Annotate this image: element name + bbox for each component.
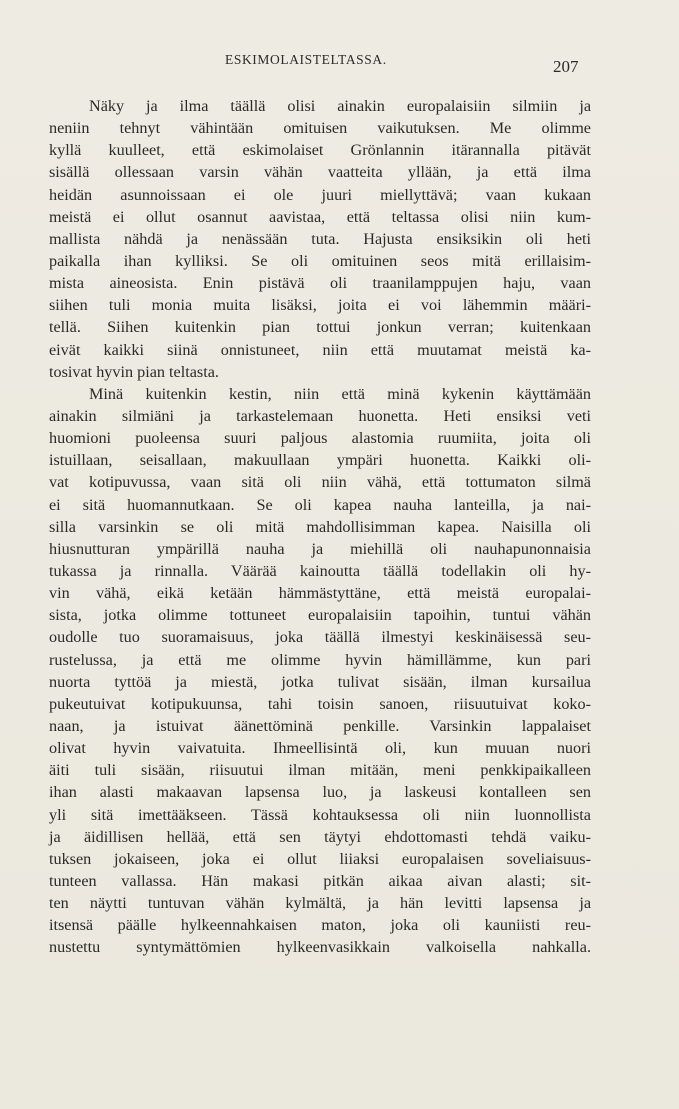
text-line: naan, ja istuivat äänettöminä penkille. Varsinkin lappalaiset (49, 716, 591, 735)
text-line: äiti tuli sisään, riisuutui ilman mitään, meni penkkipaikalleen (49, 761, 591, 780)
text-line: eivät kaikki siinä onnistuneet, niin että muutamat meistä ka- (49, 340, 591, 359)
text-line: rustelussa, ja että me olimme hyvin hämillämme, kun pari (49, 650, 591, 669)
text-line: tosivat hyvin pian teltasta. (49, 362, 219, 381)
text-line: huomioni puoleensa suuri paljous alastomia ruumiita, joita oli (49, 429, 591, 448)
text-line: istuillaan, seisallaan, makuullaan ympäri huonetta. Kaikki oli- (49, 451, 591, 470)
text-line: mallista nähdä ja nenässään tuta. Hajusta ensiksikin oli heti (49, 229, 591, 248)
text-line: nuorta tyttöä ja miestä, jotka tulivat sisään, ilman kursailua (49, 672, 591, 691)
text-line: tukassa ja rinnalla. Väärää kainoutta täällä todellakin oli hy- (49, 561, 591, 580)
running-head (0, 52, 679, 76)
text-line: ei sitä huomannutkaan. Se oli kapea nauha lanteilla, ja nai- (49, 495, 591, 514)
text-line: neniin tehnyt vähintään omituisen vaikutuksen. Me olimme (49, 119, 591, 138)
text-line: nustettu syntymättömien hylkeenvasikkain valkoisella nahkalla. (49, 938, 591, 957)
page-number: 207 (553, 57, 579, 76)
text-line: Minä kuitenkin kestin, niin että minä kykenin käyttämään (89, 384, 591, 403)
text-line: kyllä kuulleet, että eskimolaiset Grönlannin itärannalla pitävät (49, 141, 591, 160)
text-line: itsensä päälle hylkeennahkaisen maton, joka oli kauniisti reu- (49, 916, 591, 935)
text-line: sista, jotka olimme tottuneet europalaisiin tapoihin, tuntui vähän (49, 606, 591, 625)
running-title: ESKIMOLAISTELTASSA. (225, 52, 387, 67)
text-line: olivat hyvin vaivatuita. Ihmeellisintä oli, kun muuan nuori (49, 739, 591, 758)
text-line: ten näytti tuntuvan vähän kylmältä, ja hän levitti lapsensa ja (49, 894, 591, 913)
text-line: tunteen vallassa. Hän makasi pitkän aikaa aivan alasti; sit- (49, 871, 591, 890)
text-line: tellä. Siihen kuitenkin pian tottui jonkun verran; kuitenkaan (49, 318, 591, 337)
text-line: vat kotipuvussa, vaan sitä oli niin vähä, että tottumaton silmä (49, 473, 591, 492)
text-line: meistä ei ollut osannut aavistaa, että teltassa olisi niin kum- (49, 207, 591, 226)
text-line: hiusnutturan ympärillä nauha ja miehillä oli nauhapunonnaisia (49, 539, 591, 558)
text-line: mista aineosista. Enin pistävä oli traanilamppujen haju, vaan (49, 274, 591, 293)
text-line: paikalla ihan kylliksi. Se oli omituinen seos mitä erillaisim- (49, 251, 591, 270)
text-line: Näky ja ilma täällä olisi ainakin europalaisiin silmiin ja (89, 97, 591, 115)
text-line: tuksen jokaiseen, joka ei ollut liiaksi europalaisen soveliaisuus- (49, 849, 591, 868)
text-line: silla varsinkin se oli mitä mahdollisimman kapea. Naisilla oli (49, 517, 591, 536)
text-line: ja äidillisen hellää, että sen täytyi ehdottomasti tehdä vaiku- (49, 827, 591, 846)
text-line: ihan alasti makaavan lapsensa luo, ja laskeusi kontalleen sen (49, 783, 591, 802)
text-line: yli sitä imettääkseen. Tässä kohtauksessa oli niin luonnollista (49, 805, 591, 824)
text-line: siihen tuli monia muita lisäksi, joita ei voi lähemmin määri- (49, 296, 591, 315)
text-line: ainakin silmiäni ja tarkastelemaan huonetta. Heti ensiksi veti (49, 406, 591, 425)
text-line: vin vähä, eikä ketään hämmästyttäne, että meistä europalai- (49, 584, 591, 603)
text-line: pukeutuivat kotipukuunsa, tahi toisin sanoen, riisuutuivat koko- (49, 694, 591, 713)
text-line: heidän asunnoissaan ei ole juuri miellyttävä; vaan kukaan (49, 185, 591, 204)
body-text (49, 95, 591, 958)
text-line: oudolle tuo suoramaisuus, joka täällä ilmestyi keskinäisessä seu- (49, 628, 591, 647)
text-line: sisällä ollessaan varsin vähän vaatteita yllään, ja että ilma (49, 163, 591, 182)
